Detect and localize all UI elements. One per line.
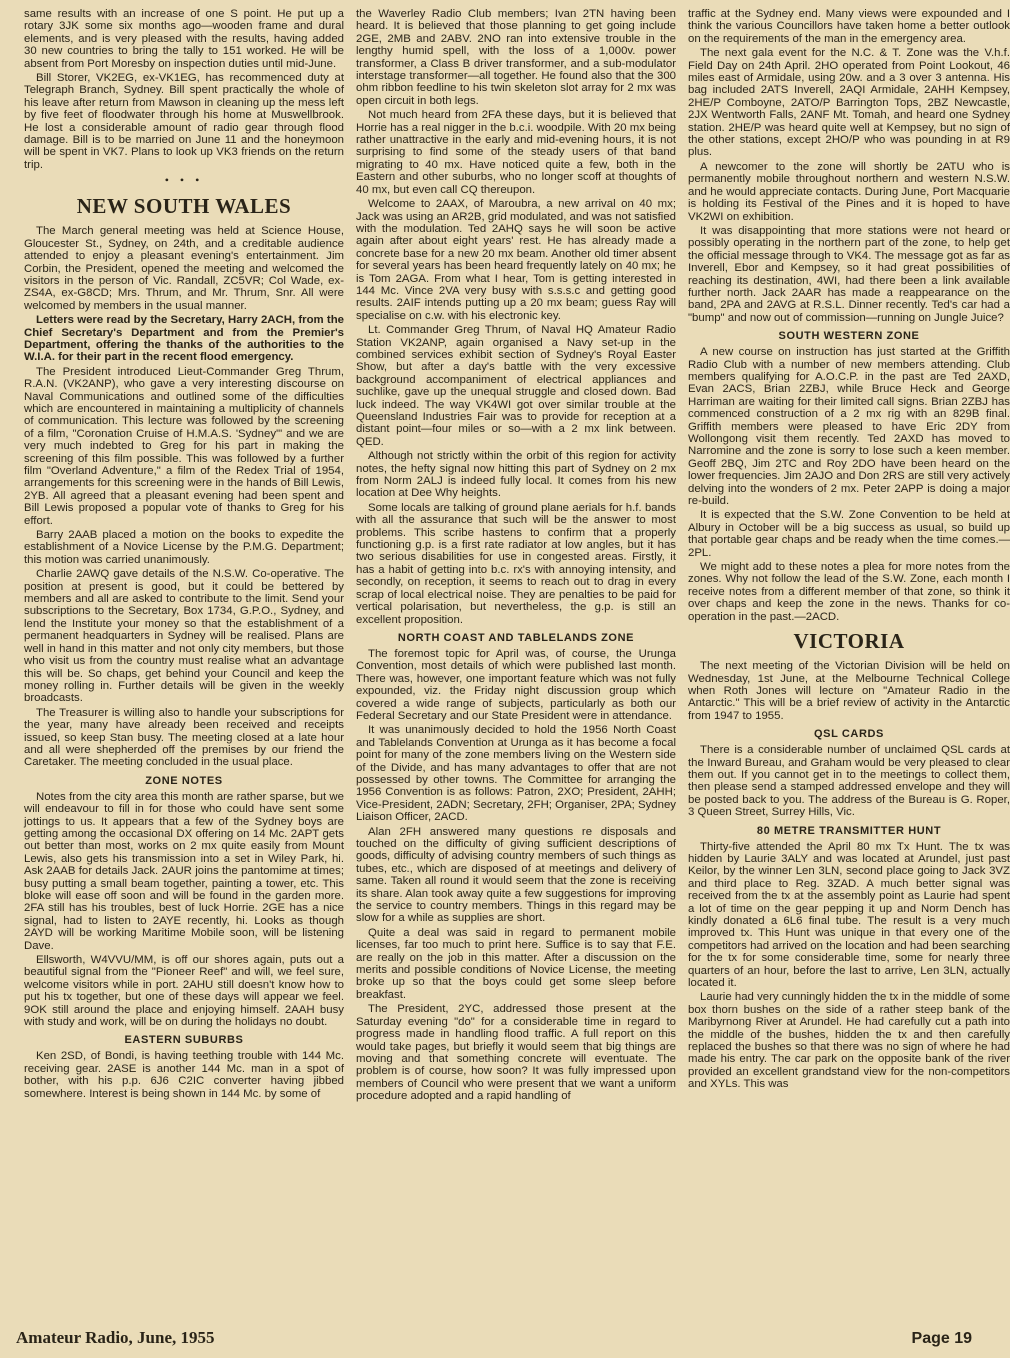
paragraph: Some locals are talking of ground plane aerials for h.f. bands with all the assurance that such will be the answer to most problems. This scribe hastens to confirm that a properly functioning g.p. is a first rate radiator at low angles, but it has two serious disabilities for use in congested areas. Firstly, it has a habit of getting into b.c. rx's with annoying intensity, and secondly, on reception, it seems to reach out to drag in every scrap of local electrical noise. They are penalties to be paid for vertical polarisation, but nevertheless, the g.p. is still an excellent proposition. <box>356 501 676 626</box>
paragraph: We might add to these notes a plea for more notes from the zones. Why not follow the lead of the S.W. Zone, each month I receive notes from a different member of that zone, so think it over chaps and keep the zone in the news. Thanks for co-operation in the past.—2ACD. <box>688 561 1010 623</box>
paragraph: Not much heard from 2FA these days, but it is believed that Horrie has a real nigger in the b.c.i. woodpile. With 20 mx being rather unattractive in the early and mid-evening hours, it is not surprising to find some of the steady users of that band migrating to 40 mx. Have noticed quite a few, both in the Eastern and other suburbs, who no longer scoff at thoughts of 40 mx, but even call CQ thereupon. <box>356 109 676 196</box>
paragraph: Bill Storer, VK2EG, ex-VK1EG, has recommenced duty at Telegraph Branch, Sydney. Bill spent practically the whole of his leave after return from Mawson in cleaning up the mess left by five feet of floodwater through his home at Muswellbrook. He lost a considerable amount of radio gear through flood damage. Bill is to be married on June 11 and the honeymoon will be spent in VK7. Plans to look up VK3 friends on the return trip. <box>24 72 344 171</box>
paragraph: same results with an increase of one S point. He put up a rotary 3JK some six months ago—wooden frame and dural elements, and is very pleased with the results, having added 30 new countries to bring the tally to 151 worked. He will be absent from Port Moresby on inspection duties until mid-June. <box>24 8 344 70</box>
paragraph: Charlie 2AWQ gave details of the N.S.W. Co-operative. The position at present is good, but it could be bettered by members and all are asked to contribute to the limit. Send your subscriptions to the Secretary, Box 1734, G.P.O., Sydney, and lend the Institute your money so that the establishment of a permanent headquarters in Sydney will be realised. Plans are well in hand in this matter and not only city members, but those who visit us from the country must realise what an advantage this will be. So chaps, get behind your Council and keep the money rolling in. Further details will be given in the weekly broadcasts. <box>24 568 344 705</box>
paragraph: the Waverley Radio Club members; Ivan 2TN having been heard. It is believed that those planning to get going include 2GE, 2MB and 2ABV. 2NO ran into extensive trouble in the lengthy humid spell, with the loss of a 1,000v. power transformer, a Class B driver transformer, and a sub-modulator interstage transformer—all together. He found also that the 300 ohm ribbon feedline to his twin skeleton slot array for 2 mx was open circuit in both legs. <box>356 8 676 107</box>
paragraph: The President, 2YC, addressed those present at the Saturday evening "do" for a considerable time in regard to progress made in handling flood traffic. A full report on this would take pages, but briefly it would seem that big things are moving and that something concrete will eventuate. The problem is of course, how soon? It was fully impressed upon members of Council who were present that we want a uniform procedure adopted and a rapid handling of <box>356 1003 676 1103</box>
subheading-transmitter-hunt: 80 METRE TRANSMITTER HUNT <box>756 824 942 837</box>
page-number: Page 19 <box>911 1330 972 1347</box>
paragraph: The Treasurer is willing also to handle your subscriptions for the year, many have already been received and receipts issued, so keep Stan busy. The meeting closed at a late hour and all were shepherded off the premises by our friend the Caretaker. The meeting concluded in the usual place. <box>24 706 344 769</box>
paragraph: The March general meeting was held at Science House, Gloucester St., Sydney, on 24th, and a creditable audience attended to enjoy a pleasant evening's entertainment. Jim Corbin, the President, opened the meeting and welcomed the visitors in the person of Vic. Randall, ZC5VR; Col Wade, ex-ZS4A, ex-G8CD; Mrs. Thrum, and Mr. Thrum, Snr. All were welcomed by members in the usual manner. <box>24 225 344 312</box>
paragraph: It is expected that the S.W. Zone Convention to be held at Albury in October will be a big success as usual, so build up that portable gear chaps and be ready when the time comes.—2PL. <box>688 509 1010 559</box>
subheading-qsl-cards: QSL CARDS <box>814 728 884 741</box>
paragraph: Notes from the city area this month are rather sparse, but we will endeavour to fill in for those who could have sent some jottings to us. It appears that a few of the Sydney boys are getting among the occasional DX offering on 14 Mc. 2APT gets out better than most, works on 2 mx quite easily from Mount Lewis, also gets his transmission into a set in Wiley Park, hi. Ask 2AAB for details Jack. 2AUR joins the pantomime at times; busy putting a small beam together, painting a tower, etc. This bloke will ease off soon and will be found in the garden more. 2FA still has his troubles, best of luck Horrie. 2GE has a nice signal, had to listen to 2AYE recently, hi. Looks as though 2AYD will be working Maritime Mobile soon, will be listening Dave. <box>24 790 344 952</box>
section-heading-new-south-wales: NEW SOUTH WALES <box>76 194 292 219</box>
paragraph: A newcomer to the zone will shortly be 2ATU who is permanently mobile throughout northern and western N.S.W. and he would appreciate contacts. During June, Port Macquarie is holding its Festival of the Pines and it is hoped to have VK2WI on exhibition. <box>688 160 1010 223</box>
paragraph: traffic at the Sydney end. Many views were expounded and I think the various Councillors have taken home a better outlook on the requirements of the man in the emergency area. <box>688 8 1010 45</box>
paragraph: There is a considerable number of unclaimed QSL cards at the Inward Bureau, and Graham would be very pleased to clear them out. If you cannot get in to the meetings to collect them, then please send a stamped addressed envelope and they will be posted back to you. The address of the Bureau is G. Roper, 3 Queen Street, Surrey Hills, Vic. <box>688 744 1010 819</box>
paragraph: Ellsworth, W4VVU/MM, is off our shores again, puts out a beautiful signal from the "Pioneer Reef" and will, we feel sure, welcome visitors while in port. 2AHU still doesn't know how to put his tx together, but one of these days will appear we feel. 9OK still around the place and enjoying himself. 2AAH busy with study and work, will be on during the holidays no doubt. <box>24 954 344 1029</box>
paragraph: It was disappointing that more stations were not heard or possibly operating in the northern part of the zone, to help get the official message through to VK4. The message got as far as Inverell, Ebor and Kempsey, so it had great possibilities of reaching its destination, 4WI, had there been a link available further north. Jack 2AAR has made a reappearance on the band, 2PA and 2AVG at R.S.L. Dinner recently. Ted's car had a "bump" and now out of commission—running on Jungle Juice? <box>688 224 1010 324</box>
paragraph-bold: Letters were read by the Secretary, Harry 2ACH, from the Chief Secretary's Department and from the Premier's Department, offering the thanks of the authorities to the W.I.A. for their part in the recent flood emergency. <box>24 314 344 364</box>
page-footer <box>16 1328 972 1348</box>
paragraph: Alan 2FH answered many questions re disposals and touched on the difficulty of giving sufficient descriptions of goods, difficulty of advising country members of such things as tubes, etc., which are disposed of at meetings and delivery of same. Taken all round it would seem that the zone is receiving its share. Alan took away quite a few suggestions for improving the service to country members. Things in this regard may be slow for a while as supplies are short. <box>356 825 676 925</box>
subheading-zone-notes: ZONE NOTES <box>145 774 223 787</box>
separator: • • • <box>164 173 204 188</box>
subheading-north-coast: NORTH COAST AND TABLELANDS ZONE <box>397 631 635 644</box>
column-1 <box>24 8 344 1310</box>
section-heading-victoria: VICTORIA <box>793 629 905 654</box>
subheading-south-western-zone: SOUTH WESTERN ZONE <box>778 330 920 343</box>
paragraph: Lt. Commander Greg Thrum, of Naval HQ Amateur Radio Station VK2ANP, again organised a Navy set-up in the combined services exhibit section of Sydney's Royal Easter Show, but after a day's battle with the very excessive background accompaniment of electrical appliances and suchlike, gave up the unequal struggle and closed down. Bad luck indeed. The way VK4WI got over similar trouble at the Queensland Industries Fair was to provide for reception at a distant point—four miles or so—with a 2 mx link between. QED. <box>356 324 676 448</box>
paragraph: Although not strictly within the orbit of this region for activity notes, the hefty signal now hitting this part of Sydney on 2 mx from Norm 2ALJ is indeed fully local. It comes from his new location at Dee Why heights. <box>356 450 676 500</box>
column-3 <box>688 8 1010 1310</box>
article-columns <box>24 8 1010 1310</box>
footer-publication: Amateur Radio, June, 1955 <box>16 1328 215 1347</box>
paragraph: Ken 2SD, of Bondi, is having teething trouble with 144 Mc. receiving gear. 2ASE is another 144 Mc. man in a spot of bother, with his p.p. 6J6 C2IC converter having jibbed somewhere. Interest is being shown in 144 Mc. by some of <box>24 1050 344 1100</box>
paragraph: The next gala event for the N.C. & T. Zone was the V.h.f. Field Day on 24th April. 2HO operated from Point Lookout, 46 miles east of Armidale, using 20w. and a 3 over 3 antenna. His bag included 2ATS Inverell, 2AQI Armidale, 2AHH Kempsey, 2HE/P Comboyne, 2ATO/P Barrington Tops, 2BZ Newcastle, 2JX Wentworth Falls, 2ANF Mt. Tomah, and heard one Sydney station. 2HE/P was heard quite well at Kempsey, but no sign of the other stations, except 2HO/P who was pounding in at R9 plus. <box>688 47 1010 159</box>
paragraph: Welcome to 2AAX, of Maroubra, a new arrival on 40 mx; Jack was using an AR2B, grid modulated, and was not satisfied with the modulation. Ted 2AHQ says he will soon be active again after about eight years' rest. He has already made a concrete base for a new 20 mx beam. Another old timer absent for several years has been heard frequently lately on 40 mx; he is Tom 2AGA. From what I hear, Tom is getting interested in 144 Mc. Vince 2VA very busy with s.s.s.c and getting good results. 2AIF intends putting up a 20 mx beam; guess Ray will specialise on c.w. with his electronic key. <box>356 198 676 322</box>
paragraph: Thirty-five attended the April 80 mx Tx Hunt. The tx was hidden by Laurie 3ALY and was located at Arundel, just past Keilor, by the winner Len 3LN, second place going to Jack 3VZ and third place to Reg. 3ZAD. A much better signal was received from the tx at the assembly point as Laurie had spent a lot of time on the gear pepping it up and Norm Dench has kindly donated a 6L6 final tube. The result is a very much improved tx. This Hunt was unique in that every one of the competitors had arrived on the location and had been searching for the tx for some considerable time, some for nearly three quarters of an hour, before the last to arrive, Len 3LN, actually located it. <box>688 840 1010 990</box>
paragraph: It was unanimously decided to hold the 1956 North Coast and Tablelands Convention at Urunga as it has become a focal point for many of the zone members living on the Western side of the Divide, and has many advantages to offer that are not possessed by other towns. The Committee for arranging the 1956 Convention is as follows: Patron, 2XO; President, 2AHH; Vice-President, 2ADN; Secretary, 2FH; Organiser, 2PA; Sydney Liaison Officer, 2ACD. <box>356 724 676 824</box>
paragraph: Laurie had very cunningly hidden the tx in the middle of some box thorn bushes on the side of a rather steep bank of the Maribyrnong River at Arundel. He had carefully cut a path into the middle of the bushes, hidden the tx and then carefully replaced the bushes so that there was no sign of where he had made his entry. The car park on the opposite bank of the river provided an excellent grandstand view for the non-competitors and XYLs. This was <box>688 991 1010 1091</box>
paragraph: The next meeting of the Victorian Division will be held on Wednesday, 1st June, at the Melbourne Technical College when Roth Jones will lecture on "Amateur Radio in the Antarctic." This will be a brief review of activity in the Antarctic from 1947 to 1955. <box>688 660 1010 722</box>
paragraph: Quite a deal was said in regard to permanent mobile licenses, far too much to print here. Suffice is to say that F.E. are really on the job in this matter. After a discussion on the merits and possible conditions of Novice License, the meeting broke up so that the boys could get some sleep before breakfast. <box>356 926 676 1001</box>
column-2 <box>356 8 676 1310</box>
paragraph: The foremost topic for April was, of course, the Urunga Convention, most details of which were published last month. There was, however, one important feature which was not fully expounded, viz. the Friday night discussion group which covered a wide range of subjects, particularly as both our Federal Secretary and our State President were in attendance. <box>356 647 676 722</box>
paragraph: A new course on instruction has just started at the Griffith Radio Club with a number of new members attending. Club members qualifying for A.O.C.P. in the past are Ted 2AXD, Evan 2ACS, Brian 2ZBJ, while Bruce Heck and George Harriman are waiting for their limited call signs. Brian 2ZBJ has commenced construction of a 2 mx rig with an 829B final. Griffith members were pleased to have Eric 2DY from Wollongong visit them recently. Ted 2AXD has moved to Narromine and the zone is sorry to lose such a keen member. Geoff 2BQ, Jim 2TC and Roy 2DO have been heard on the lower frequencies. Jim 2AJO and Don 2RS are still very actively delving into the wonders of 2 mx. Peter 2APP is doing a major re-build. <box>688 346 1010 508</box>
paragraph: Barry 2AAB placed a motion on the books to expedite the establishment of a Novice License by the P.M.G. Department; this motion was carried unanimously. <box>24 529 344 566</box>
subheading-eastern-suburbs: EASTERN SUBURBS <box>124 1034 244 1047</box>
paragraph: The President introduced Lieut-Commander Greg Thrum, R.A.N. (VK2ANP), who gave a very interesting discourse on Naval Communications and outlined some of the difficulties which are encountered in maintaining a multiplicity of channels of communication. This lecture was followed by the screening of a film, "Coronation Cruise of H.M.A.S. 'Sydney'" and we are very much indebted to Greg for his part in making the screening of this film possible. This was followed by a further film "Overland Adventure," a film of the Redex Trial of 1954, arrangements for this screening were in the hands of Bill Lewis, 2YB. All agreed that a pleasant evening had been spent and Bill Lewis proposed a popular vote of thanks to Greg for his effort. <box>24 365 344 527</box>
